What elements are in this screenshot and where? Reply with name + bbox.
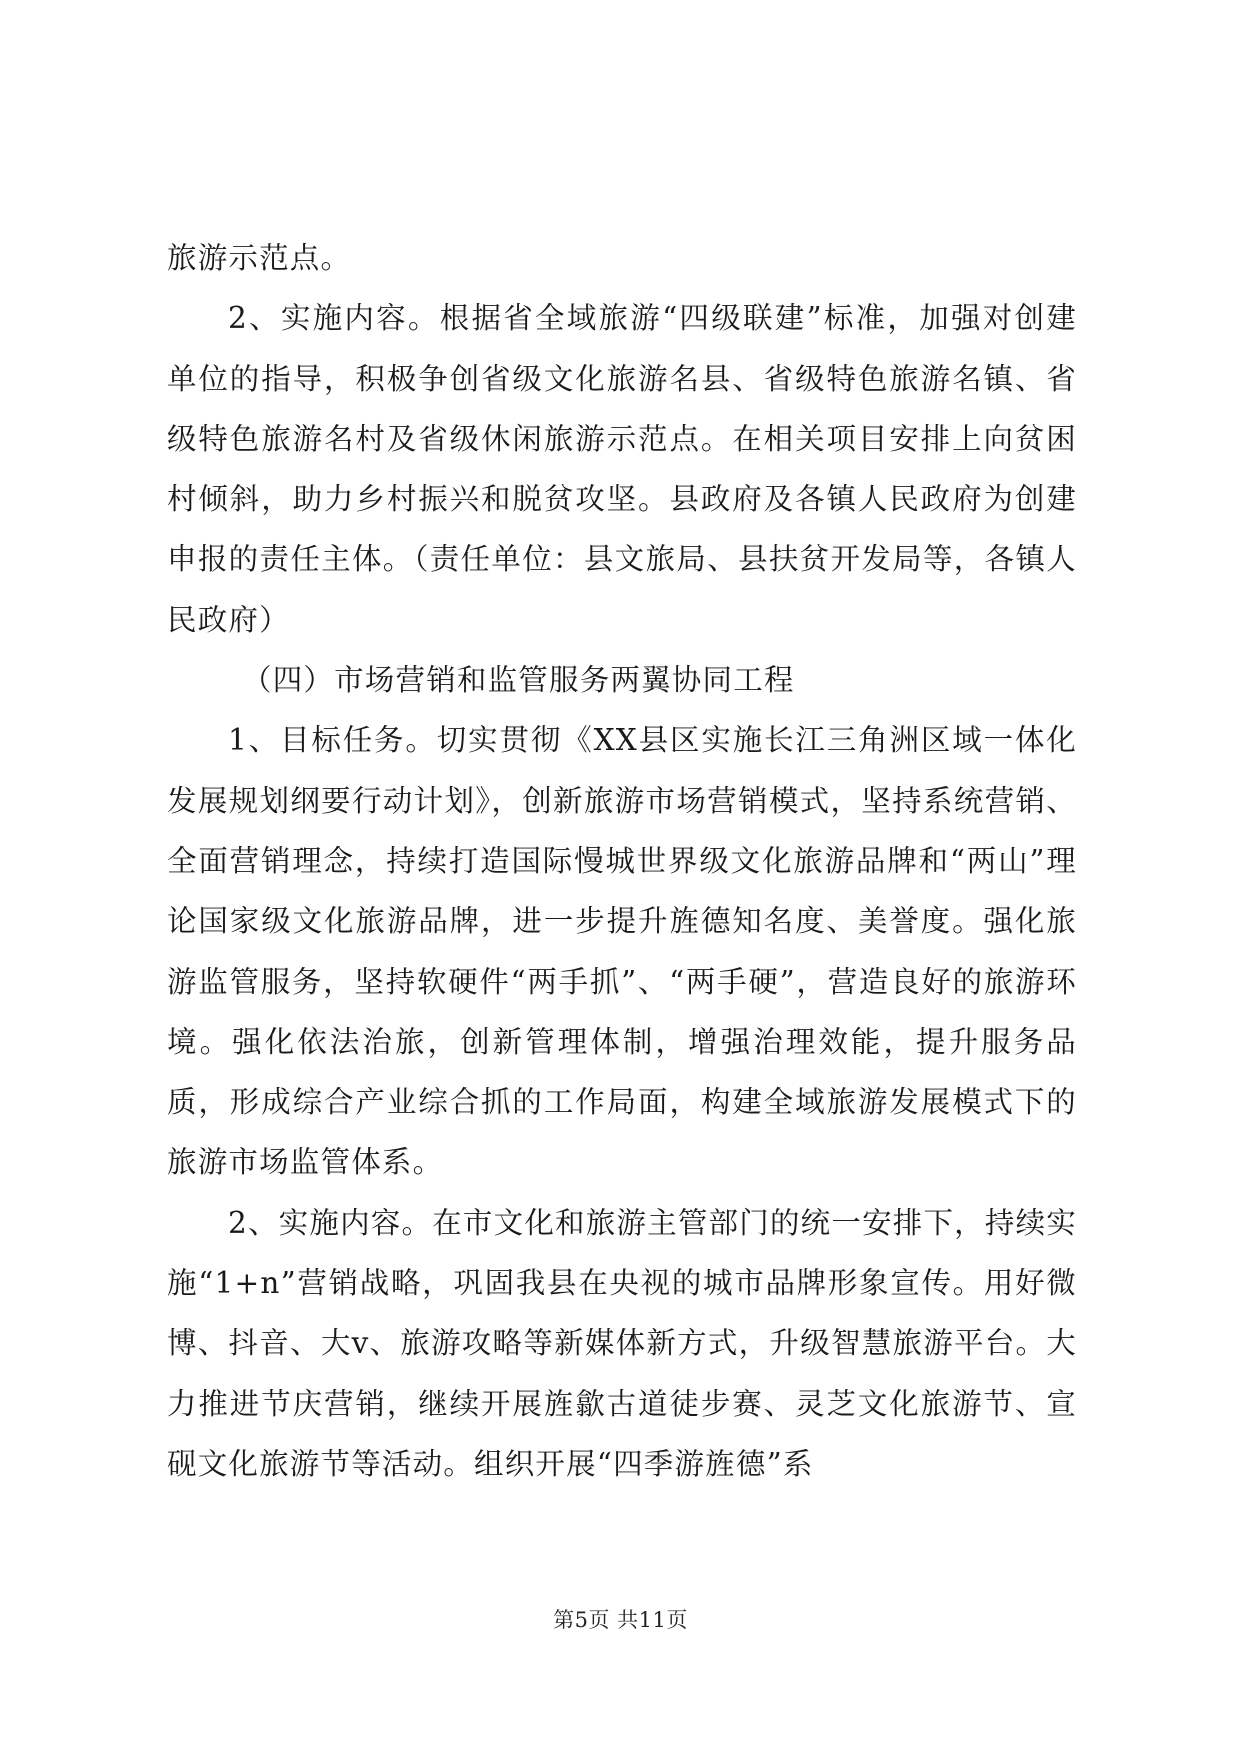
paragraph-implementation-content-2: 2、实施内容。在市文化和旅游主管部门的统一安排下，持续实施“1+n”营销战略，巩固我县在央视的城市品牌形象宣传。用好微博、抖音、大v、旅游攻略等新媒体新方式，升级智慧旅游平台。大力推进节庆营销，继续开展旌歙古道徒步赛、灵芝文化旅游节、宣砚文化旅游节等活动。组织开展“四季游旌德”系 [167, 1205, 1077, 1481]
paragraph-target-tasks: 1、目标任务。切实贯彻《XX县区实施长江三角洲区域一体化发展规划纲要行动计划》，创新旅游市场营销模式，坚持系统营销、全面营销理念，持续打造国际慢城世界级文化旅游品牌和“两山”理论国家级文化旅游品牌，进一步提升旌德知名度、美誉度。强化旅游监管服务，坚持软硬件“两手抓”、“两手硬”，营造良好的旅游环境。强化依法治旅，创新管理体制，增强治理效能，提升服务品质，形成综合产业综合抓的工作局面，构建全域旅游发展模式下的旅游市场监管体系。 [167, 723, 1077, 1180]
paragraph-implementation-content-1: 2、实施内容。根据省全域旅游“四级联建”标准，加强对创建单位的指导，积极争创省级文化旅游名县、省级特色旅游名镇、省级特色旅游名村及省级休闲旅游示范点。在相关项目安排上向贫困村倾斜，助力乡村振兴和脱贫攻坚。县政府及各镇人民政府为创建申报的责任主体。（责任单位：县文旅局、县扶贫开发局等，各镇人民政府） [167, 301, 1077, 637]
paragraph-continuation: 旅游示范点。 [167, 241, 352, 275]
section-heading-4: （四）市场营销和监管服务两翼协同工程 [242, 663, 795, 698]
document-body [167, 228, 1077, 1494]
page-footer: 第5页 共11页 [553, 1608, 688, 1632]
